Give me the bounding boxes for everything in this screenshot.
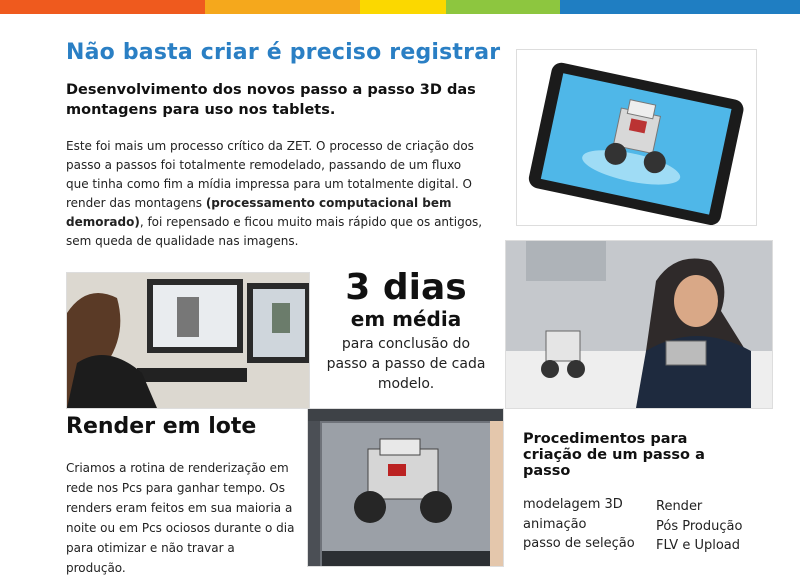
procedure-step: modelagem 3D [523,497,623,512]
robot-building-photo [505,240,773,409]
average-days-stat [326,268,486,394]
page-title: Não basta criar é preciso registrar [66,40,501,65]
intro-text-start: Este foi mais um processo crítico da ZET. O processo de criação dos passo a passos foi totalmente remodelado, passando de um fluxo que tinha como fim a mídia impressa para um totalmente digital. O render das montagens [66,139,474,210]
render-heading: Render em lote [66,414,257,439]
stripe-green [446,0,560,14]
intro-text-end: , foi repensado e ficou muito mais rápido que os antigos, sem queda de qualidade nas imagens. [66,215,483,248]
stat-unit: em média [350,307,462,331]
office-photo [66,272,310,409]
color-stripe-bar [0,0,800,14]
procedures-title: Procedimentos para criação de um passo a passo [523,431,705,479]
procedure-step: passo de seleção [523,536,635,551]
procedures-column-2 [656,497,742,556]
render-paragraph: Criamos a rotina de renderização em rede nos Pcs para ganhar tempo. Os renders eram feitos em sua maioria a noite ou em Pcs ociosos durante o dia para otimizar e não travar a produção. [66,461,295,575]
page-subtitle: Desenvolvimento dos novos passo a passo 3D das montagens para uso nos tablets. [66,82,476,118]
intro-text-bold: (processamento computacional bem demorado) [66,196,452,229]
stripe-amber [205,0,360,14]
procedure-step: Pós Produção [656,518,743,534]
procedure-step: FLV e Upload [656,538,740,553]
procedure-step: Render [656,499,703,514]
tablet-photo [516,49,757,226]
procedures-column-1 [523,495,635,554]
stat-caption: para conclusão do passo a passo de cada modelo. [326,336,486,392]
render-software-photo [307,408,504,567]
intro-paragraph [66,137,486,251]
stat-number: 3 dias [345,267,467,308]
stripe-blue [560,0,800,14]
procedure-step: animação [523,516,587,532]
stripe-orange [0,0,205,14]
stripe-yellow [360,0,446,14]
